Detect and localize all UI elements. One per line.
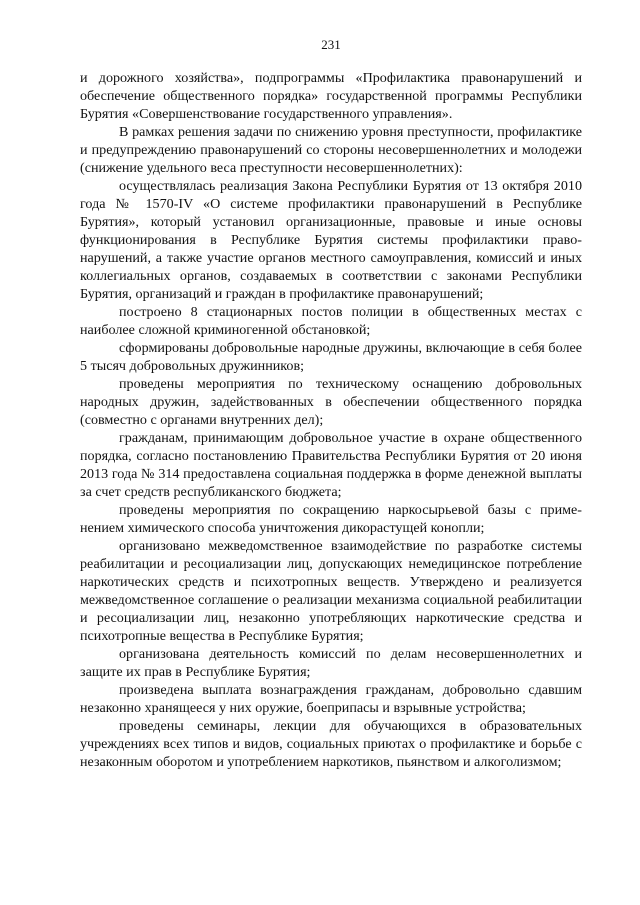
paragraph: сформированы добровольные народные дружины, включающие в себя более 5 тысяч добровольных дружинников;: [80, 340, 582, 374]
paragraph: проведены мероприятия по сокращению наркосырьевой базы с применением химического способа уничтожения дикорастущей конопли;: [80, 502, 582, 536]
page-number: 231: [321, 37, 341, 52]
paragraph: организовано межведомственное взаимодействие по разработке системы реабилитации и ресоциализации лиц, допускающих немедицинское потребление наркотических средств и психотропных веществ. Утверждено и реализуется межведомственное соглашение о реализации механизма социальной реабилитации и ресоциализации лиц, незаконно употребляющих наркотические средства и психотропные вещества в Республике Бурятия;: [80, 538, 582, 644]
paragraph: организована деятельность комиссий по делам несовершеннолетних и защите их прав в Республике Бурятия;: [80, 646, 582, 680]
paragraph: гражданам, принимающим добровольное участие в охране общественного порядка, согласно постановлению Правительства Республики Бурятия от 20 июня 2013 года № 314 предоставлена социальная поддержка в форме денежной выплаты за счет средств республиканского бюджета;: [80, 430, 582, 500]
paragraph: В рамках решения задачи по снижению уровня преступности, профилактике и предупреждению правонарушений со стороны несовершеннолетних и молодежи (снижение удельного веса преступности несовершеннолетних):: [80, 124, 582, 176]
paragraph: произведена выплата вознаграждения гражданам, добровольно сдавшим незаконно хранящееся у них оружие, боеприпасы и взрывные устройства;: [80, 682, 582, 716]
paragraph: и дорожного хозяйства», подпрограммы «Профилактика правонарушений и обеспечение общественного порядка» государственной программы Республики Бурятия «Совершенствование государственного управления».: [80, 70, 582, 122]
paragraph: проведены семинары, лекции для обучающихся в образовательных учреждениях всех типов и видов, социальных приютах о профилактике и борьбе с незаконным оборотом и употреблением наркотиков, пьянством и алкоголизмом;: [80, 718, 582, 770]
paragraph: построено 8 стационарных постов полиции в общественных местах с наиболее сложной криминогенной обстановкой;: [80, 304, 582, 338]
paragraph: проведены мероприятия по техническому оснащению добровольных народных дружин, задействованных в обеспечении общественного порядка (совместно с органами внутренних дел);: [80, 376, 582, 428]
document-page: [80, 37, 582, 771]
paragraph: осуществлялась реализация Закона Республики Бурятия от 13 октября 2010 года № 1570-IV «О системе профилактики правонарушений в Республике Бурятия», который установил организационные, правовые и иные основы функционирования в Республике Бурятия системы профилактики правонарушений, а также участие органов местного самоуправления, комиссий и иных коллегиальных органов, создаваемых в соответствии с законами Республики Бурятия, организаций и граждан в профилактике правонарушений;: [80, 178, 582, 302]
